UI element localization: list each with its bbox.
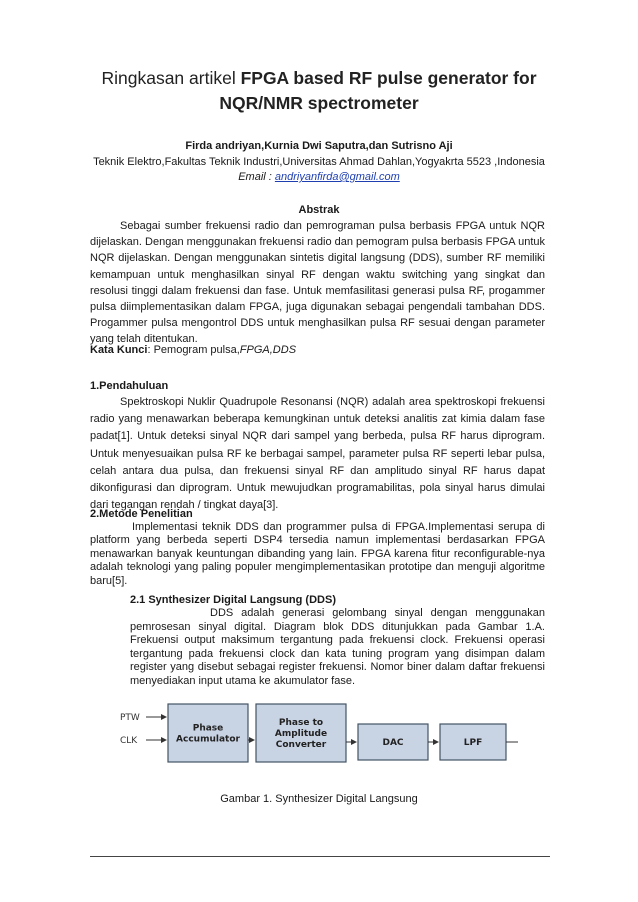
block-label-line: Converter xyxy=(275,740,327,750)
input-label-ptw: PTW xyxy=(120,713,140,723)
section21-body xyxy=(130,607,545,689)
lpf-label xyxy=(464,738,482,748)
block-label-line: Amplitude xyxy=(274,729,328,739)
block-label-line: Accumulator xyxy=(176,734,240,745)
email-label: Email : xyxy=(238,171,275,183)
keywords-sep: : Pemogram pulsa, xyxy=(147,344,240,356)
section1-text: Spektroskopi Nuklir Quadrupole Resonansi (NQR) adalah area spektroskopi frekuensi radio yang menawarkan beberapa kemungkinan untuk deteksi analitis zat kimia dalam fase padat[1]. Untuk deteksi sinyal NQR dari sampel yang berbeda, pulsa RF harus diprogram. Untuk menyesuaikan pulsa RF ke berbagai sampel, parameter pulsa RF seperti lebar pulsa, celah antara dua pulsa, dan frekuensi sinyal RF dan amplitudo sinyal RF harus dapat dikonfigurasi dan diprogram. Untuk mewujudkan programabilitas, pola sinyal harus dimulai dari tegangan rendah / tingkat daya[3]. xyxy=(90,396,545,512)
title-bold: FPGA based RF pulse generator for xyxy=(240,68,537,88)
section2-heading: 2.Metode Penelitian xyxy=(90,508,193,520)
section2-body xyxy=(90,521,545,588)
dds-block-diagram xyxy=(118,702,520,782)
section2-text: Implementasi teknik DDS dan programmer pulsa di FPGA.Implementasi serupa di platform yang berbeda seperti DSP4 tersedia namun implementasi berdasarkan FPGA menawarkan banyak keuntungan dibanding yang lain. FPGA karena fitur reconfigurable-nya adalah teknologi yang paling populer mengimplementasikan prototipe dan menguji algoritme baru[5]. xyxy=(90,521,545,587)
dac-label xyxy=(382,738,403,748)
email-link[interactable]: andriyanfirda@gmail.com xyxy=(274,171,400,183)
section1-body xyxy=(90,394,545,514)
block-label-line: Phase to xyxy=(278,718,324,728)
section21-heading: 2.1 Synthesizer Digital Langsung (DDS) xyxy=(130,594,336,606)
keywords-terms: FPGA,DDS xyxy=(239,344,297,356)
title-prefix: Ringkasan artikel xyxy=(101,68,241,88)
section1-heading: 1.Pendahuluan xyxy=(90,380,169,392)
abstract-body xyxy=(90,218,545,348)
email-line xyxy=(40,170,598,184)
keywords xyxy=(90,344,296,356)
block-label-line: Phase xyxy=(192,723,224,734)
input-label-clk: CLK xyxy=(120,736,138,746)
paper-title xyxy=(40,66,598,116)
keywords-label: Kata Kunci xyxy=(90,344,148,356)
block-label-line: DAC xyxy=(382,738,404,748)
title-line2: NQR/NMR spectrometer xyxy=(219,93,419,113)
section21-text: DDS adalah generasi gelombang sinyal dengan menggunakan pemrosesan sinyal digital. Diagram blok DDS ditunjukkan pada Gambar 1.A. Frekuensi output maksimum tergantung pada frekuensi clock. Frekuensi operasi tergantung pada frekuensi clock dan kata tuning program yang disimpan dalam register yang disebut sebagai register frekuensi. Nomor biner dalam daftar frekuensi menyediakan input utama ke akumulator fase. xyxy=(130,607,545,687)
figure-caption: Gambar 1. Synthesizer Digital Langsung xyxy=(220,793,418,805)
abstract-heading: Abstrak xyxy=(298,204,340,216)
abstract-text: Sebagai sumber frekuensi radio dan pemrograman pulsa berbasis FPGA untuk NQR dijelaskan. Dengan menggunakan frekuensi radio dan pemogram pulsa berbasis FPGA untuk NQR dijelaskan. Dengan menggunakan sintetis digital langsung (DDS), sumber RF memiliki kemampuan untuk menghasilkan sinyal RF dengan waktu switching yang singkat dan resolusi tinggi dalam frekuensi dan fase. Untuk memfasilitasi generasi pulsa RF, progammer pulsa diimplementasikan dalam FPGA, juga digunakan sebagai pengendali tambahan DDS. Progammer pulsa mengontrol DDS untuk menghasilkan pulsa RF sesuai dengan parameter yang telah ditentukan. xyxy=(90,220,545,346)
footer-rule xyxy=(90,856,550,857)
affiliation: Teknik Elektro,Fakultas Teknik Industri,Universitas Ahmad Dahlan,Yogyakrta 5523 ,Indonesia xyxy=(93,156,545,168)
authors: Firda andriyan,Kurnia Dwi Saputra,dan Sutrisno Aji xyxy=(185,140,453,152)
block-label-line: LPF xyxy=(463,738,483,748)
phase-to-amplitude-label xyxy=(275,718,327,750)
